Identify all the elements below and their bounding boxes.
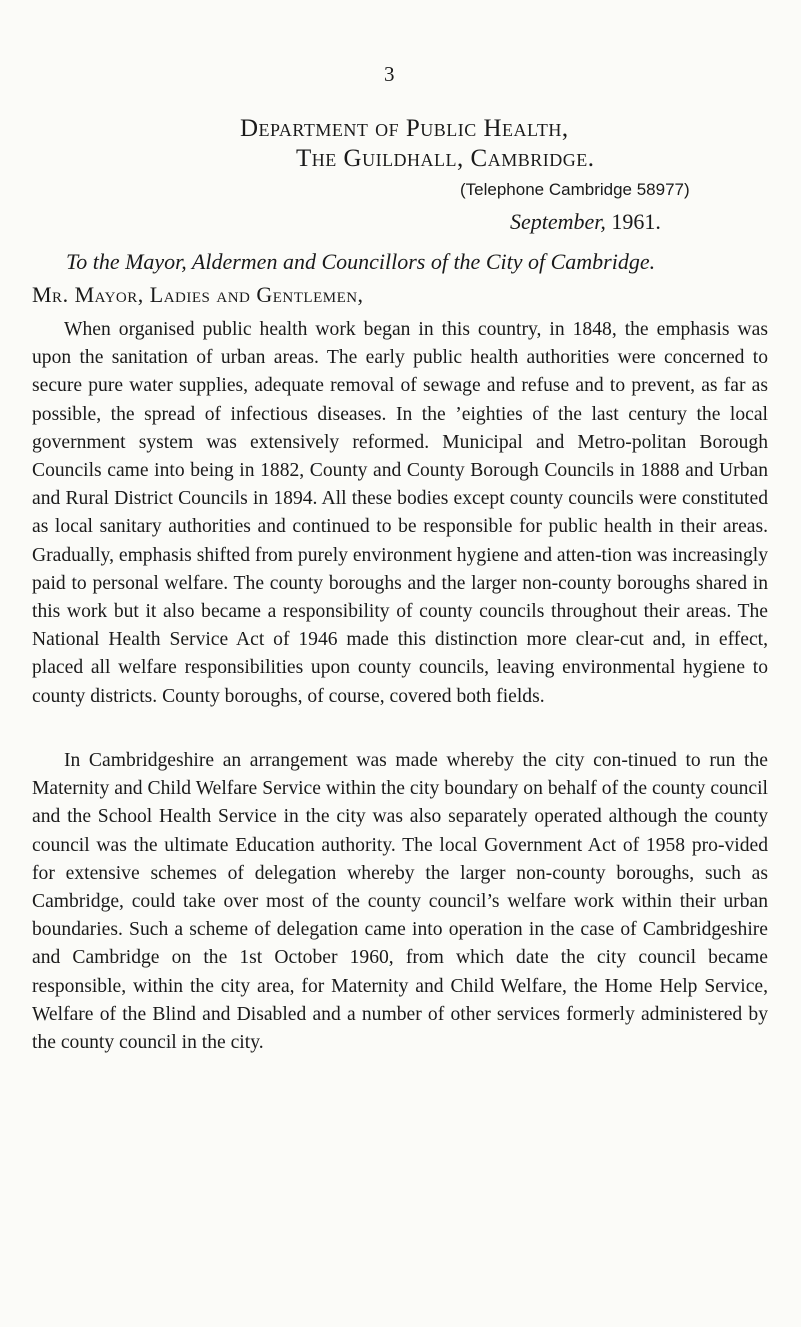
salutation: Mr. Mayor, Ladies and Gentlemen, — [32, 282, 364, 307]
department-heading: Department of Public Health, — [240, 115, 569, 142]
date-year: 1961. — [605, 209, 661, 234]
telephone-line: (Telephone Cambridge 58977) — [460, 180, 690, 199]
page-number: 3 — [384, 62, 395, 86]
address-heading: The Guildhall, Cambridge. — [296, 145, 595, 172]
paragraph-2: In Cambridgeshire an arrangement was made whereby the city con-tinued to run the Maternity and Child Welfare Service within the city boundary on behalf of the county council and the School Health Service in the city was also separately operated although the county council was the ultimate Education authority. The local Government Act of 1958 pro-vided for extensive schemes of delegation whereby the larger non-county boroughs, such as Cambridge, could take over most of the county council’s welfare work within their urban boundaries. Such a scheme of delegation came into operation in the case of Cambridgeshire and Cambridge on the 1st October 1960, from which date the city council became responsible, within the city area, for Maternity and Child Welfare, the Home Help Service, Welfare of the Blind and Disabled and a number of other services formerly administered by the county council in the city. — [32, 750, 768, 1054]
date-month: September, — [510, 209, 606, 234]
addressee-line: To the Mayor, Aldermen and Councillors of the City of Cambridge. — [66, 249, 656, 274]
paragraph-1: When organised public health work began in this country, in 1848, the emphasis was upon the sanitation of urban areas. The early public health authorities were concerned to secure pure water supplies, adequate removal of sewage and refuse and to prevent, as far as possible, the spread of infectious diseases. In the ’eighties of the last century the local government system was extensively reformed. Municipal and Metro-politan Borough Councils came into being in 1882, County and County Borough Councils in 1888 and Urban and Rural District Councils in 1894. All these bodies except county councils were constituted as local sanitary authorities and continued to be responsible for public health in their areas. Gradually, emphasis shifted from purely environment hygiene and atten-tion was increasingly paid to personal welfare. The county boroughs and the larger non-county boroughs shared in this work but it also became a responsibility of county councils throughout their areas. The National Health Service Act of 1946 made this distinction more clear-cut and, in effect, placed all welfare responsibilities upon county councils, leaving environmental hygiene to county districts. County boroughs, of course, covered both fields. — [32, 319, 769, 707]
letter-date — [510, 208, 661, 236]
